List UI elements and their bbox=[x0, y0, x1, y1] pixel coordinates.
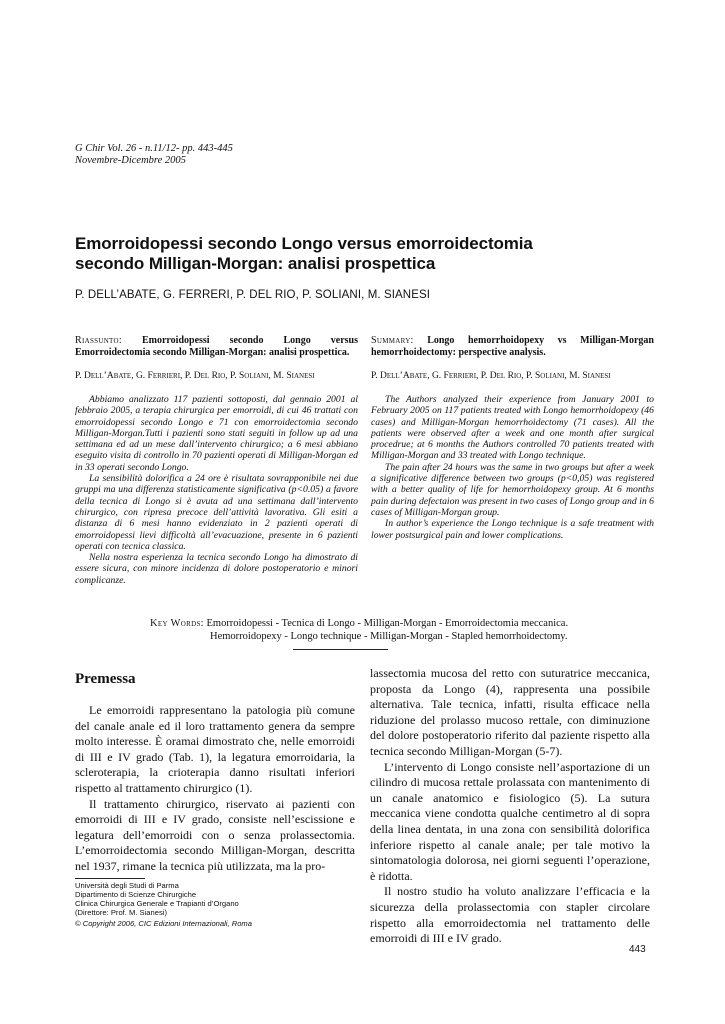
section-heading: Premessa bbox=[75, 671, 136, 687]
abstract-italian-paragraph: Nella nostra esperienza la tecnica secondo Longo ha dimostrato di essere sicura, con minore incidenza di dolore postoperatorio e minori complicanze. bbox=[75, 552, 358, 586]
body-column-right bbox=[370, 666, 650, 947]
affiliation-line: Clinica Chirurgica Generale e Trapianti d’Organo bbox=[75, 899, 239, 909]
abstract-english-paragraph: The pain after 24 hours was the same in two groups but after a week a significative difference between two groups (p<0,05) was registered with a better quality of life for hemorrhoidopexy group. At 6 months pain during defectaion was present in two cases of Longo group and in 6 cases of Milligan-Morgan group. bbox=[371, 461, 654, 518]
journal-volume: G Chir Vol. 26 - n.11/12- pp. 443-445 bbox=[75, 143, 233, 154]
body-paragraph: Il trattamento chirurgico, riservato ai pazienti con emorroidi di III e IV grado, consiste nell’escissione e legatura dell’emorroidi con o senza prolassectomia. L’emorroidectomia secondo Milligan-Morgan, descritta nel 1937, rimane la tecnica più utilizzata, ma la pro- bbox=[75, 796, 355, 873]
affiliation-line: Dipartimento di Scienze Chirurgiche bbox=[75, 890, 197, 900]
body-paragraph: Le emorroidi rappresentano la patologia più comune del canale anale ed il loro trattamento genera da sempre molto interesse. È oramai dimostrato che, nelle emorroidi di III e IV grado (Tab. 1), la legatura emorroidaria, la scleroterapia, la crioterapia danno risultati inferiori rispetto al trattamento chirurgico (1). bbox=[75, 703, 355, 795]
abstract-english-paragraph: In author’s experience the Longo technique is a safe treatment with lower postsurgical pain and lower complications. bbox=[371, 518, 654, 541]
abstract-italian-paragraph: Abbiamo analizzato 117 pazienti sottoposti, dal gennaio 2001 al febbraio 2005, a terapia chirurgica per emorroidi, di cui 46 trattati con emorroidopessi secondo Longo e 71 con emorroidectomia secondo Milligan-Morgan.Tutti i pazienti sono stati seguiti in follow up ad una settimana ed ad un mese dall’intervento chirurgico; a 6 mesi abbiano eseguito visita di controllo in 70 pazienti operati di Milligan-Morgan ed in 33 operati secondo Longo. bbox=[75, 394, 358, 473]
abstract-english-heading bbox=[371, 335, 654, 359]
abstract-italian-authors-text: P. Dell’Abate, G. Ferrieri, P. Del Rio, P. Soliani, M. Sianesi bbox=[75, 371, 315, 381]
affiliation-line: Università degli Studi di Parma bbox=[75, 881, 179, 890]
abstract-italian bbox=[75, 335, 358, 586]
copyright-notice: © Copyright 2006, CIC Edizioni Internazionali, Roma bbox=[75, 919, 252, 928]
article-title-line-2: secondo Milligan-Morgan: analisi prospettica bbox=[75, 254, 436, 273]
journal-date: Novembre-Dicembre 2005 bbox=[75, 155, 186, 166]
key-words-italian: Emorroidopessi - Tecnica di Longo - Milligan-Morgan - Emorroidectomia meccanica. bbox=[206, 618, 569, 629]
article-title bbox=[75, 234, 675, 274]
key-words bbox=[150, 617, 670, 643]
abstract-italian-paragraph: La sensibilità dolorifica a 24 ore è risultata sovrapponibile nei due gruppi ma una differenza statisticamente significativa (p<0.05) a favore della tecnica di Longo si è avuta ad una settimana dall’intervento chirurgico, con ripresa precoce dell’attività lavorativa. Gli esiti a distanza di 6 mesi hanno evidenziato in 2 pazienti operati di emorroidopessi lievi difficoltà all’evacuazione, presente in 6 pazienti operati con tecnica classica. bbox=[75, 473, 358, 552]
key-words-english: Hemorroidopexy - Longo technique - Milligan-Morgan - Stapled hemorrhoidectomy. bbox=[210, 631, 568, 642]
affiliation-footnote bbox=[75, 881, 239, 917]
abstract-english-authors bbox=[371, 370, 654, 382]
body-column-left bbox=[75, 703, 355, 875]
abstract-italian-heading bbox=[75, 335, 358, 359]
key-words-divider bbox=[293, 649, 388, 650]
body-paragraph: lassectomia mucosa del retto con suturatrice meccanica, proposta da Longo (4), rappresenta una possibile alternativa. Tale tecnica, infatti, risulta efficace nella riduzione del prolasso mucoso rettale, con diminuzione del dolore postoperatorio riferito dal paziente rispetto alla tecnica secondo Milligan-Morgan (5-7). bbox=[370, 666, 650, 758]
body-paragraph: L’intervento di Longo consiste nell’asportazione di un cilindro di mucosa rettale prolassata con mantenimento di un canale anatomico e fisiologico (5). La sutura meccanica viene condotta qualche centimetro al di sopra della linea dentata, in una zona con sensibilità dolorifica inferiore rispetto al canale anale; per tale motivo la sintomatologia dolorosa, nei giorni seguenti l’operazione, è ridotta. bbox=[370, 759, 650, 883]
abstract-italian-title: Emorroidopessi secondo Longo versus Emorroidectomia secondo Milligan-Morgan: analisi prospettica. bbox=[75, 335, 358, 358]
abstract-english-body bbox=[371, 394, 654, 541]
abstract-english bbox=[371, 335, 654, 541]
key-words-label: Key Words: bbox=[150, 618, 204, 629]
article-title-line-1: Emorroidopessi secondo Longo versus emorroidectomia bbox=[75, 234, 533, 253]
footnote-divider bbox=[75, 878, 145, 879]
abstract-italian-label: Riassunto: bbox=[75, 335, 122, 346]
abstract-english-title: Longo hemorrhoidopexy vs Milligan-Morgan hemorrhoidectomy: perspective analysis. bbox=[371, 335, 654, 358]
article-authors: P. DELL’ABATE, G. FERRERI, P. DEL RIO, P. SOLIANI, M. SIANESI bbox=[75, 289, 431, 301]
abstract-english-authors-text: P. Dell’Abate, G. Ferrieri, P. Del Rio, P. Soliani, M. Sianesi bbox=[371, 371, 611, 381]
abstract-english-paragraph: The Authors analyzed their experience from January 2001 to February 2005 on 117 patients treated with Longo hemorrhoidopexy (46 cases) and Milligan-Morgan hemorrhoidectomy (71 cases). All the patients were observed after a week and one month after surgical procedrue; at 6 months the Authors controlled 70 patients treated with Milligan-Morgan and 33 treated with Longo technique. bbox=[371, 394, 654, 462]
abstract-english-label: Summary: bbox=[371, 335, 414, 346]
page-number: 443 bbox=[629, 944, 646, 955]
journal-citation bbox=[75, 143, 233, 167]
abstract-italian-body bbox=[75, 394, 358, 586]
body-paragraph: Il nostro studio ha voluto analizzare l’efficacia e la sicurezza della prolassectomia con stapler circolare rispetto alla emorroidectomia nel trattamento delle emorroidi di III e IV grado. bbox=[370, 884, 650, 946]
affiliation-line: (Direttore: Prof. M. Sianesi) bbox=[75, 908, 167, 918]
abstract-italian-authors bbox=[75, 370, 358, 382]
